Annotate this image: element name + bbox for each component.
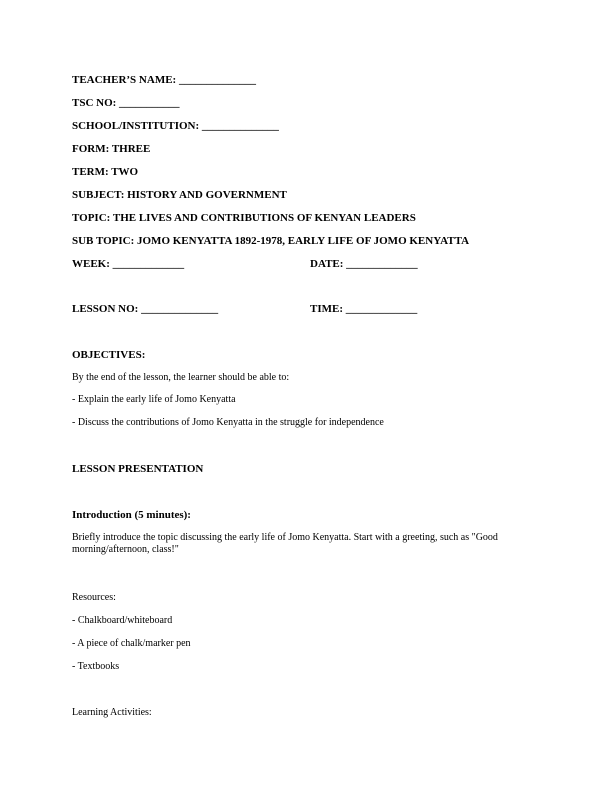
objective-item: - Explain the early life of Jomo Kenyatta — [72, 394, 236, 405]
introduction-text: Briefly introduce the topic discussing the early life of Jomo Kenyatta. Start with a greeting, such as "Good morning/afternoon, class!" — [72, 532, 498, 555]
date-field: DATE: _____________ — [310, 258, 418, 270]
term-field: TERM: TWO — [72, 166, 139, 178]
objectives-intro: By the end of the lesson, the learner should be able to: — [72, 372, 290, 383]
week-field: WEEK: _____________ — [72, 258, 185, 270]
objective-item: - Discuss the contributions of Jomo Kenyatta in the struggle for independence — [72, 417, 384, 428]
learning-activities-heading: Learning Activities: — [72, 707, 152, 718]
form-field: FORM: THREE — [72, 143, 151, 155]
resource-item: - Chalkboard/whiteboard — [72, 615, 173, 626]
lesson-presentation-heading: LESSON PRESENTATION — [72, 463, 204, 475]
tsc-no-field: TSC NO: ___________ — [72, 97, 180, 109]
resource-item: - A piece of chalk/marker pen — [72, 638, 191, 649]
teachers-name-field: TEACHER’S NAME: ______________ — [72, 74, 256, 86]
lesson-no-field: LESSON NO: ______________ — [72, 303, 219, 315]
subject-field: SUBJECT: HISTORY AND GOVERNMENT — [72, 189, 287, 201]
resources-heading: Resources: — [72, 592, 116, 603]
introduction-heading: Introduction (5 minutes): — [72, 509, 191, 521]
time-field: TIME: _____________ — [310, 303, 418, 315]
objectives-heading: OBJECTIVES: — [72, 349, 146, 361]
school-field: SCHOOL/INSTITUTION: ______________ — [72, 120, 279, 132]
resource-item: - Textbooks — [72, 661, 120, 672]
topic-field: TOPIC: THE LIVES AND CONTRIBUTIONS OF KENYAN LEADERS — [72, 212, 416, 224]
sub-topic-field: SUB TOPIC: JOMO KENYATTA 1892-1978, EARLY LIFE OF JOMO KENYATTA — [72, 235, 470, 247]
